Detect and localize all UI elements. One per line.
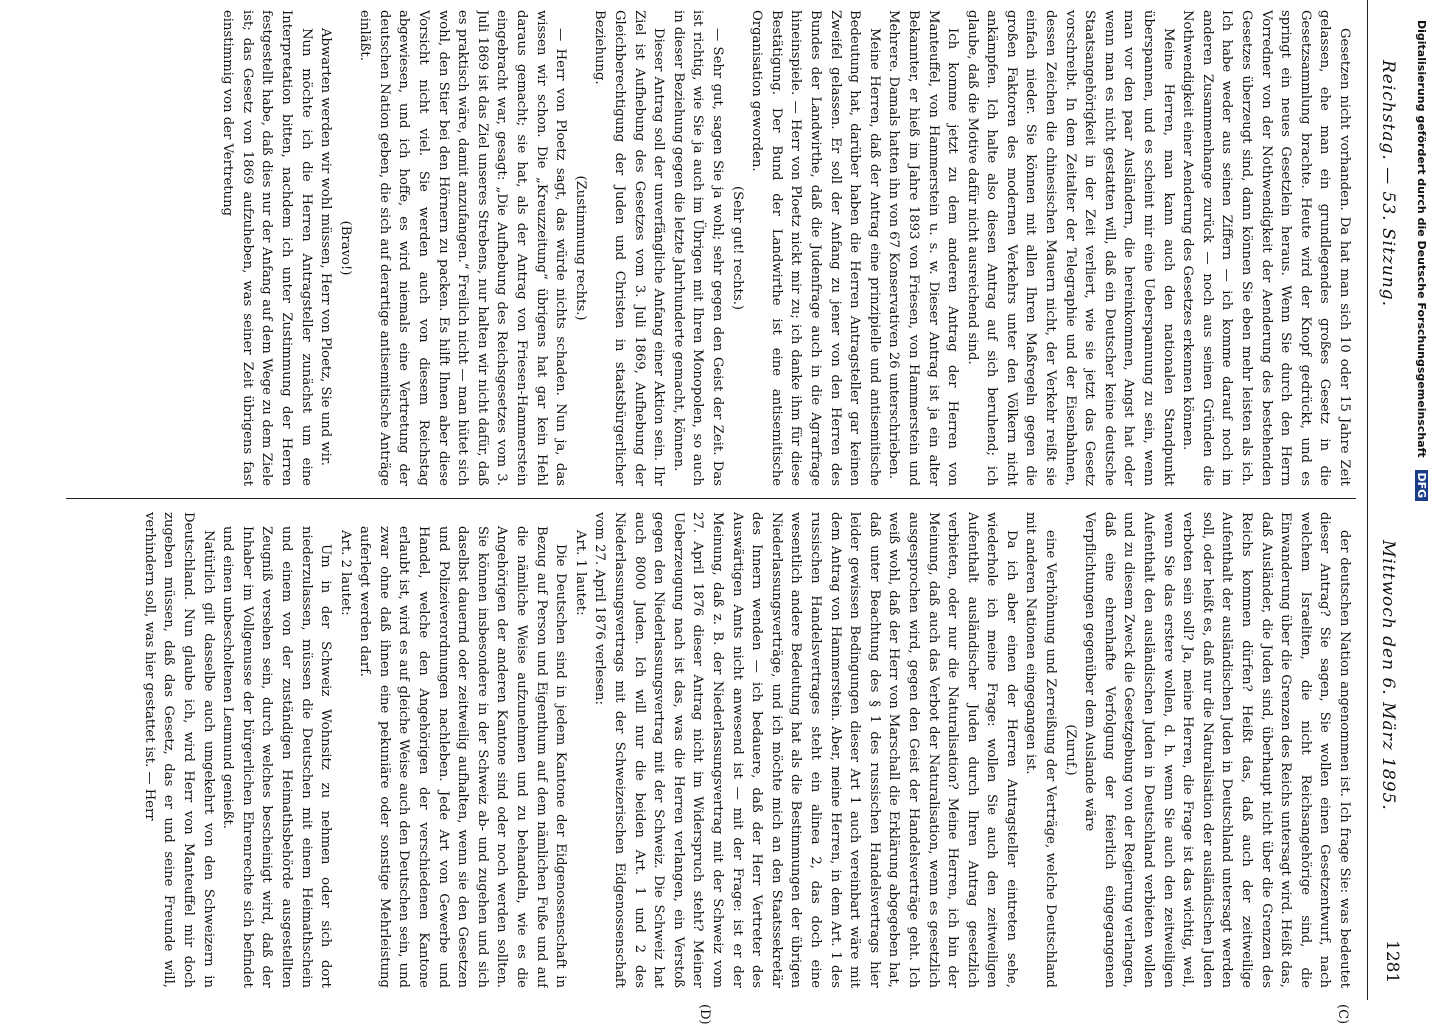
page-number: 1281 [1382,940,1402,984]
interjection: (Zustimmung rechts.) [572,175,588,321]
left-column [64,10,1354,486]
header-rule [1367,0,1368,1000]
article-heading: Art. 1 lautet: [572,530,588,616]
paragraph: Meine Herren, man kann auch den nationalen Standpunkt überspannen, und es scheint mir eine Ueberspannung zu sein, wenn man vor den paar Ausländern, die hereinkommen, Angst hat oder wenn man es nicht gestatten will, daß ein Deutscher keine deutsche Staatsangehörigkeit in der Zeit verliert, wie sie jetzt das Gesetz vorschreibt. In dem Zeitalter der Telegraphie und der Eisenbahnen, dessen Zeichen die chinesischen Mauern nicht, der Verkehr reißt sie einfach nieder. Sie können mit allen Ihren Maßregeln gegen die großen Faktoren des modernen Verkehrs unter den Völkern nicht ankämpfen. Ich halte also diesen Antrag auf sich beruhend; ich glaube, daß die Motive dafür nicht ausreichend sind. [964,10,1176,486]
interjection: (Sehr gut! rechts.) [729,185,745,311]
paragraph: Nun möchte ich die Herren Antragsteller zunächst um eine Interpretation bitten, nachdem ich unter Zustimmung der Herren festgestellt habe, daß dies nur der Anfang auf dem Wege zu dem Ziele ist; das Gesetz von 1869 aufzuheben, was seiner Zeit übrigens fast einstimmig von der Vertretung [220,10,314,486]
page-header [1366,0,1412,1000]
margin-mark-c: (C) [1335,1004,1350,1025]
credit-text: Digitalisierung gefördert durch die Deutsche Forschungsgemeinschaft [1415,20,1428,458]
right-column [64,512,1354,988]
paragraph: Da ich aber einen der Herren Antragsteller eintreten sehe, wiederhole ich meine Frage: wollen Sie auch den zeitweiligen Aufenthalt ausländischer Juden durch Ihren Antrag gesetzlich verbieten, oder nur die Naturalisation? Meine Herren, ich bin der Meinung, daß auch das Verbot der Naturalisation, wenn es gesetzlich ausgesprochen wird, gegen den Geist der Handelsverträge geht. Ich weiß wohl, daß der Herr von Marschall die Erklärung abgegeben hat, daß unter Beachtung des § 1 des russischen Handelsvertrags hier leider gewissen Bedingungen dieser Art 1 auch vereinbart wäre mit dem Antrag von Hammerstein. Aber, meine Herren, in dem Art. 1 des russischen Handelsvertrages steht ein alinea 2, das doch eine wesentlich andere Bedeutung hat als die Bestimmungen der übrigen Niederlassungsverträge, und ich möchte mich an den Staatssekretär des Innern wenden — ich bedauere, daß der Herr Vertreter des Auswärtigen Amts nicht anwesend ist — mit der Frage: ist er der Meinung, daß z. B. der Niederlassungsvertrag mit der Schweiz vom 27. April 1876 dieser Antrag nicht im Widerspruch steht? Meiner Ueberzeugung nach ist das, was die Herren verlangen, ein Verstoß gegen den Niederlassungsvertrag mit der Schweiz. Die Schweiz hat auch 8000 Juden. Ich will nur die beiden Art. 1 und 2 des Niederlassungsvertrags mit der Schweizerischen Eidgenossenschaft vom 27. April 1876 verlesen: [592,512,1019,988]
paragraph: — Sehr gut, sagen Sie ja wohl; sehr gegen den Geist der Zeit. Das ist richtig, wie Sie ja auch im Übrigen mit Ihren Monopolen, so auch in dieser Beziehung gegen die letzte Jahrhunderte gemacht, können. [670,10,725,486]
paragraph: — Herr von Ploetz sagt, das würde nichts schaden. Nun ja, das wissen wir schon. Die „Kreuzzeitung“ übrigens hat gar kein Hehl daraus gemacht; sie hat, als der Antrag von Friesen-Hammerstein eingebracht war, gesagt: „Die Aufhebung des Reichsgesetzes vom 3. Juli 1869 ist das Ziel unseres Strebens, nur halten wir nicht dafür, daß es praktisch wäre, damit anzufangen.“ Freilich nicht — man hütet sich wohl, den Stier bei den Hörnern zu packen. Es hilft Ihnen aber diese Vorsicht nicht viel. Sie werden auch von diesem Reichstag abgewiesen, und ich hoffe, es wird niemals eine Vertretung der deutschen Nation geben, die sich auf derartige antisemitische Anträge einläßt. [357,10,569,486]
header-left-title: Reichstag. — 53. Sitzung. [1378,60,1398,308]
margin-mark-d: (D) [697,1004,712,1025]
article-heading: Art. 2 lautet: [337,530,353,616]
column-divider [66,498,1356,499]
interjection: (Bravo!) [337,220,353,276]
paragraph: der deutschen Nation angenommen ist. Ich frage Sie: was bedeutet dieser Antrag? Sie sagen, Sie wollen einen Gesetzentwurf, nach welchem Israeliten, die nicht Reichsangehörige sind, die Einwanderung über die Grenzen des Reichs untersagt wird. Heißt das, daß Ausländer, die Juden sind, überhaupt nicht über die Grenzen des Reichs kommen dürfen? Heißt das, daß auch der zeitweilige Aufenthalt der ausländischen Juden in Deutschland untersagt werden soll, oder heißt es, daß nur die Naturalisation der ausländischen Juden verboten sein soll? Ja, meine Herren, die Frage ist das wichtig, weil, wenn Sie das erstere wollen, d. h. wenn Sie auch den zeitweiligen Aufenthalt den ausländischen Juden in Deutschland verbieten wollen und zu diesem Zweck die Gesetzgebung von der Regierung verlangen, daß eine ehrenhafte Verfolgung der feierlich eingegangenen Verpflichtungen gegenüber dem Auslande wäre [1082,512,1352,988]
interjection: (Zuruf.) [1062,724,1078,776]
paragraph: Gesetzen nicht vorhanden. Da hat man sich 10 oder 15 Jahre Zeit gelassen, ehe man ein grundlegendes großes Gesetz in die Gesetzsammlung brachte. Heute wird der Knopf gedrückt, und es springt ein neues Gesetzlein heraus. Wenn Sie durch den Herrn Vorredner von der Nothwendigkeit der Aenderung des bestehenden Gesetzes überzeugt sind, dann können Sie eben mehr leisten als ich. Ich habe weder aus seinen Ziffern — ich komme darauf noch im anderen Zusammenhange zurück — noch aus seinen Gründen die Nothwendigkeit einer Aenderung des Gesetzes erkennen können. [1180,10,1352,486]
paragraph: Meine Herren, daß der Antrag eine prinzipielle und antisemitische Bedeutung hat, darüber haben die Herren Antragsteller gar keinen Zweifel gelassen. Er soll der Anfang zu jener von den Herren des Bundes der Landwirthe, daß die Judenfrage auch in die Agrarfrage hineinspiele. — Herr von Ploetz nickt mir zu; ich danke ihm für diese Bestätigung. Der Bund der Landwirthe ist eine antisemitische Organisation geworden. [749,10,882,486]
paragraph: Natürlich gilt dasselbe auch umgekehrt von den Schweizern in Deutschland. Nun glaube ich, wird Herr von Manteuffel mir doch zugeben müssen, daß das Gesetz, das er und seine Freunde will, verhindern soll, was hier gestattet ist. — Herr [141,512,216,988]
quoted-article: Um in der Schweiz Wohnsitz zu nehmen oder sich dort niederzulassen, müssen die Deutschen mit einem Heimathschein und einem von der zuständigen Heimathsbehörde ausgestellten Zeugniß versehen sein, durch welches bescheinigt wird, daß der Inhaber im Vollgenusse der bürgerlichen Ehrenrechte sich befindet und einen unbescholtenen Leumund genießt. [220,526,334,988]
paragraph: eine Verhöhnung und Zerreißung der Verträge, welche Deutschland mit anderen Nationen eingegangen ist. [1023,512,1059,988]
digitization-credit [1408,20,1428,980]
header-right-title: Mittwoch den 6. März 1895. [1378,540,1398,811]
rotated-page-content [50,0,1412,1025]
dfg-logo: DFG [1415,470,1428,502]
paragraph: Ich komme jetzt zu dem anderen Antrag der Herren von Manteuffel, von Hammerstein u. s. w. Dieser Antrag ist ja ein alter Bekannter, er hieß im Jahre 1893 von Friesen, von Hammerstein und Mehrere. Damals hatten ihn von 67 Konservativen 26 unterschrieben. [886,10,961,486]
paragraph: Abwarten werden wir wohl müssen, Herr von Ploetz, Sie und wir. [318,28,334,466]
quoted-article: Die Deutschen sind in jedem Kantone der Eidgenossenschaft in Bezug auf Person und Eigenthum auf dem nämlichen Fuße und auf die nämliche Weise aufzunehmen und zu behandeln, wie es die Angehörigen der anderen Kantone sind oder noch werden sollten. Sie können insbesondere in der Schweiz ab- und zugehen und sich daselbst dauernd oder zeitweilig aufhalten, wenn sie den Gesetzen und Polizeiverordnungen nachleben. Jede Art von Gewerbe und Handel, welche den Angehörigen der verschiedenen Kantone erlaubt ist, wird es auf gleiche Weise auch den Deutschen sein, und zwar ohne daß ihnen eine pekuniäre oder sonstige Mehrleistung auferlegt werden darf. [357,526,569,988]
paragraph: Dieser Antrag soll der unverfängliche Anfang einer Aktion sein. Ihr Ziel ist Aufhebung des Gesetzes vom 3. Juli 1869, Aufhebung der Gleichberechtigung der Juden und Christen in staatsbürgerlicher Beziehung. [592,10,667,486]
